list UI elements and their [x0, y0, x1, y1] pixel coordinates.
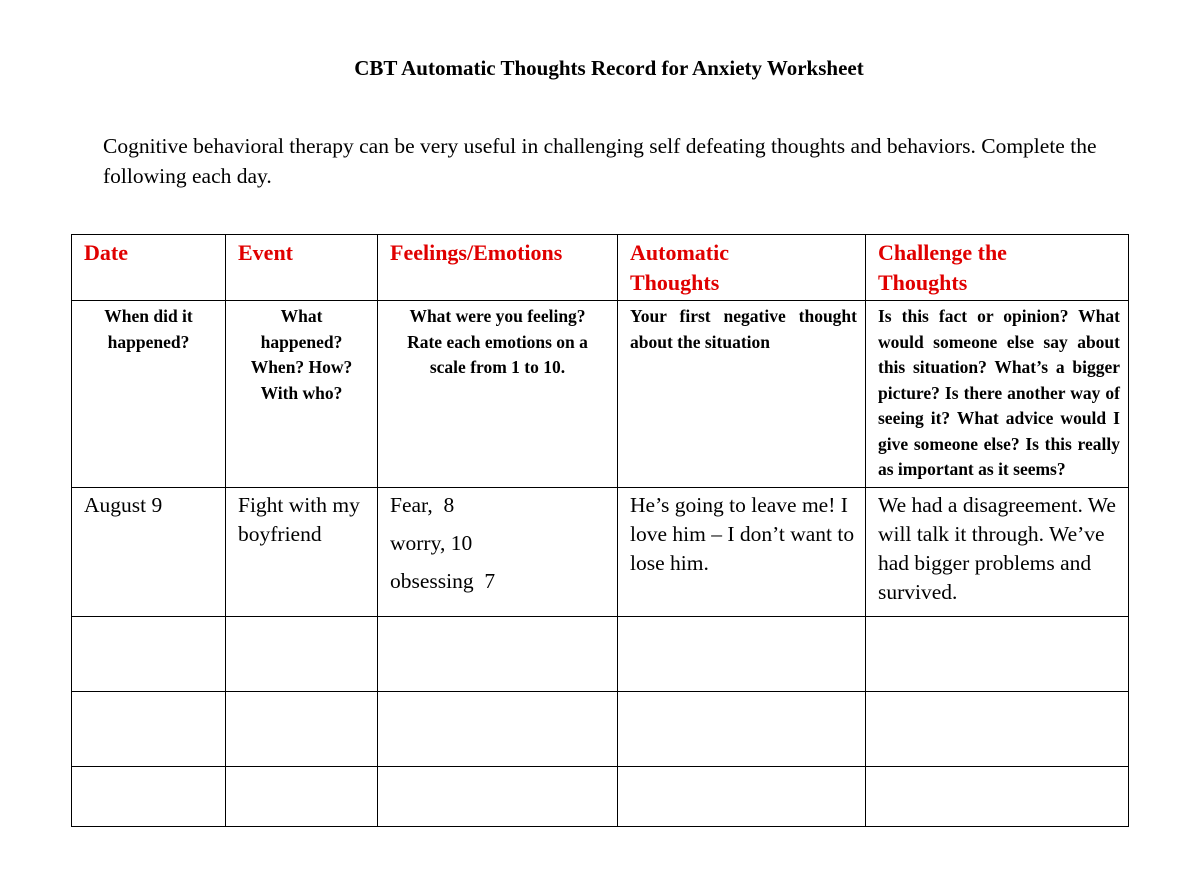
feeling-item: Fear, 8 — [390, 492, 455, 517]
entry-cell[interactable] — [72, 616, 226, 691]
feeling-item: obsessing 7 — [390, 568, 496, 593]
entry-cell[interactable] — [72, 691, 226, 766]
header-event: Event — [226, 235, 378, 301]
prompt-challenge: Is this fact or opinion? What would someone else say about this situation? What’s a bigger picture? Is there another way of seeing it? What advice would I give someone else? Is this really as important as it seems? — [866, 301, 1129, 488]
entry-cell[interactable] — [226, 691, 378, 766]
entry-cell[interactable] — [618, 691, 866, 766]
entry-cell[interactable] — [618, 766, 866, 826]
thought-record-table — [71, 234, 1129, 827]
entry-cell[interactable] — [618, 616, 866, 691]
header-date: Date — [72, 235, 226, 301]
blank-row — [72, 766, 1129, 826]
header-challenge-thoughts: Challenge the Thoughts — [866, 235, 1129, 301]
blank-row — [72, 616, 1129, 691]
entry-cell[interactable] — [226, 616, 378, 691]
feeling-item: worry, 10 — [390, 530, 473, 555]
example-date: August 9 — [72, 487, 226, 616]
prompt-feelings: What were you feeling? Rate each emotions on a scale from 1 to 10. — [378, 301, 618, 488]
prompt-date: When did it happened? — [72, 301, 226, 488]
header-automatic-thoughts: Automatic Thoughts — [618, 235, 866, 301]
entry-cell[interactable] — [866, 766, 1129, 826]
prompt-automatic: Your first negative thought about the situation — [618, 301, 866, 488]
example-automatic: He’s going to leave me! I love him – I don’t want to lose him. — [618, 487, 866, 616]
intro-paragraph: Cognitive behavioral therapy can be very useful in challenging self defeating thoughts and behaviors. Complete the following each day. — [103, 134, 1097, 188]
blank-row — [72, 691, 1129, 766]
example-challenge: We had a disagreement. We will talk it through. We’ve had bigger problems and survived. — [866, 487, 1129, 616]
example-row — [72, 487, 1129, 616]
page-title: CBT Automatic Thoughts Record for Anxiety Worksheet — [354, 56, 864, 80]
entry-cell[interactable] — [378, 616, 618, 691]
entry-cell[interactable] — [378, 766, 618, 826]
prompt-event: What happened? When? How? With who? — [226, 301, 378, 488]
entry-cell[interactable] — [866, 691, 1129, 766]
header-feelings: Feelings/Emotions — [378, 235, 618, 301]
example-feelings — [378, 487, 618, 616]
example-event: Fight with my boyfriend — [226, 487, 378, 616]
prompt-row — [72, 301, 1129, 488]
entry-cell[interactable] — [72, 766, 226, 826]
entry-cell[interactable] — [226, 766, 378, 826]
entry-cell[interactable] — [378, 691, 618, 766]
header-row — [72, 235, 1129, 301]
entry-cell[interactable] — [866, 616, 1129, 691]
